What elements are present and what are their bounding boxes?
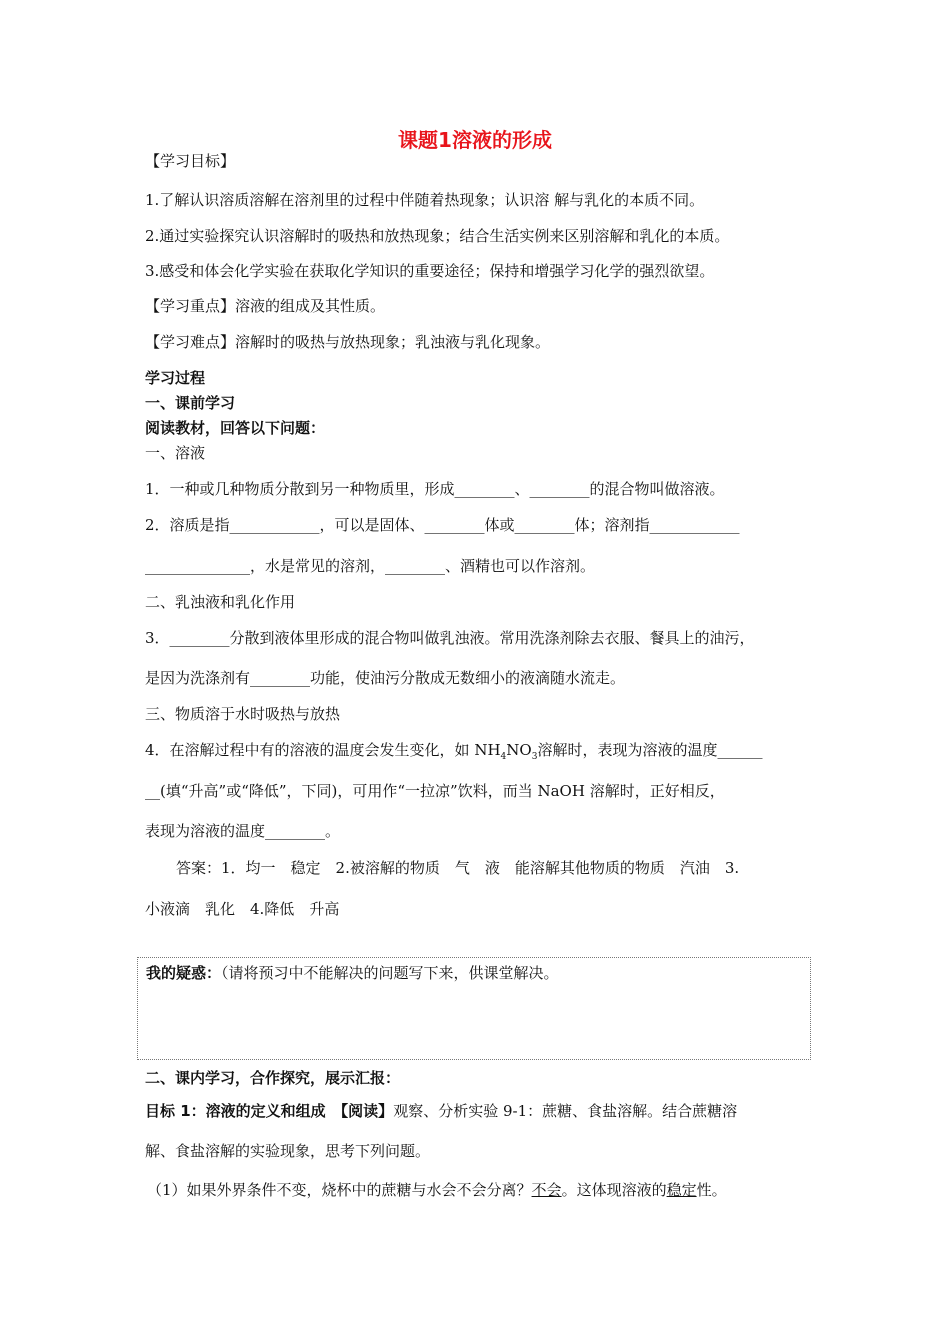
question-3-line-2: 是因为洗涤剂有________功能，使油污分散成无数细小的液滴随水流走。 [145,669,626,687]
part1-heading: 一、课前学习 [145,394,236,412]
objectives-heading: 【学习目标】 [145,152,236,170]
process-heading: 学习过程 [145,369,206,387]
question-3-line-1: 3．________分散到液体里形成的混合物叫做乳浊液。常用洗涤剂除去衣服、餐具上的油污， [145,629,755,647]
objective-item-2: 2.通过实验探究认识溶解时的吸热和放热现象；结合生活实例来区别溶解和乳化的本质。 [145,227,730,245]
key-point-text: 溶液的组成及其性质。 [235,297,386,315]
q1-prefix: （1）如果外界条件不变，烧杯中的蔗糖与水会不会分离？ [147,1181,532,1199]
question-4-line-2: __(填“升高”或“降低”，下同)，可用作“一拉凉”饮料，而当 NaOH 溶解时，正好相反， [145,782,725,800]
goal-1-text: 观察、分析实验 9-1：蔗糖、食盐溶解。结合蔗糖溶 [393,1102,738,1120]
question-2-line-1: 2．溶质是指____________，可以是固体、________体或________体；溶剂指____________ [145,516,740,534]
question-1: 1．一种或几种物质分散到另一种物质里，形成________、________的混合物叫做溶液。 [145,480,725,498]
question-4-line-1 [145,740,762,767]
q1-mid: 。这体现溶液的 [561,1181,667,1199]
difficult-point [145,332,550,352]
doubts-box [137,957,811,1060]
q1-suffix: 性。 [696,1181,727,1199]
key-point-label: 【学习重点】 [145,297,236,315]
answer-line-2: 小液滴 乳化 4.降低 升高 [145,900,340,918]
answer-line-1: 答案：1．均一 稳定 2.被溶解的物质 气 液 能溶解其他物质的物质 汽油 3. [176,859,740,877]
page-title: 课题1溶液的形成 [398,128,552,152]
goal-1-line-1 [145,1101,737,1121]
question-4-line-3: 表现为溶液的温度________。 [145,822,341,840]
doubts-prompt: （请将预习中不能解决的问题写下来，供课堂解决。 [221,964,559,982]
q4-sub-1: 4 [500,752,507,762]
goal-1-line-2: 解、食盐溶解的实验现象，思考下列问题。 [145,1142,431,1160]
objective-item-1: 1.了解认识溶质溶解在溶剂里的过程中伴随着热现象；认识溶 解与乳化的本质不同。 [145,191,705,209]
doubts-label: 我的疑惑： [146,964,222,982]
question-2-line-2: ______________，水是常见的溶剂，________、酒精也可以作溶剂。 [145,557,596,575]
q1-answer: 不会 [531,1181,562,1199]
part2-heading: 二、课内学习，合作探究，展示汇报： [145,1069,401,1087]
goal-1-question-1 [147,1180,727,1200]
section-heat: 三、物质溶于水时吸热与放热 [145,705,341,723]
read-label: 【阅读】 [340,1102,394,1120]
q4-text-b: NO [506,741,532,759]
difficult-point-label: 【学习难点】 [145,333,236,351]
section-solution: 一、溶液 [145,444,206,462]
goal-1-label: 目标 1：溶液的定义和组成 [145,1102,341,1120]
section-emulsion: 二、乳浊液和乳化作用 [145,593,296,611]
objective-item-3: 3.感受和体会化学实验在获取化学知识的重要途径；保持和增强学习化学的强烈欲望。 [145,262,715,280]
q4-text-c: 溶解时，表现为溶液的温度______ [537,741,763,759]
key-point [145,296,385,316]
q1-answer-2: 稳定 [666,1181,697,1199]
q4-sub-2: 3 [531,752,538,762]
doubts-text [146,963,559,983]
q4-text-a: 4．在溶解过程中有的溶液的温度会发生变化，如 NH [145,741,501,759]
difficult-point-text: 溶解时的吸热与放热现象；乳浊液与乳化现象。 [235,333,551,351]
reading-instruction: 阅读教材，回答以下问题： [145,419,326,437]
